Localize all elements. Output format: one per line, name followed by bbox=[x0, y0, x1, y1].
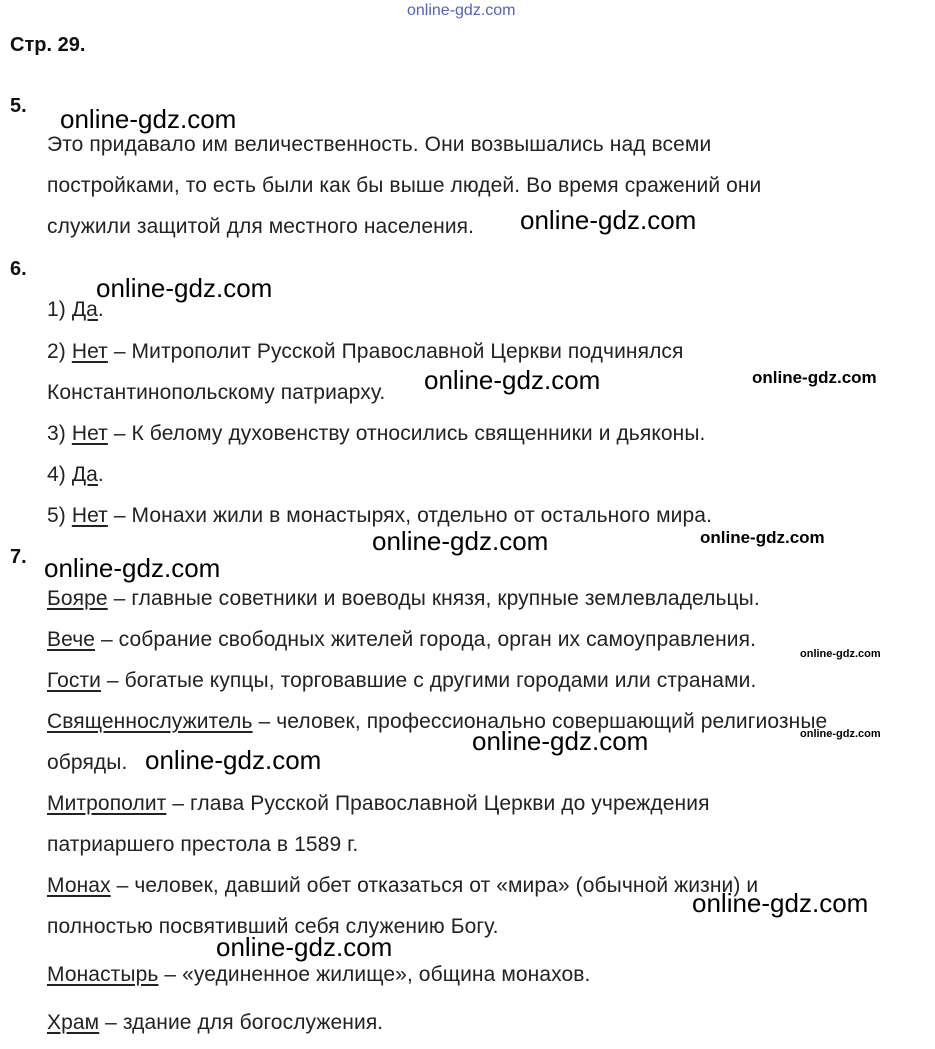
answer-rest: – Монахи жили в монастырях, отдельно от остального мира. bbox=[107, 504, 712, 527]
definition-text: – человек, давший обет отказаться от «мира» (обычной жизни) и bbox=[110, 874, 759, 897]
watermark: online-gdz.com bbox=[692, 888, 869, 918]
watermark: online-gdz.com bbox=[372, 526, 549, 556]
definition-text: – человек, профессионально совершающий религиозные bbox=[252, 710, 828, 733]
answer-term: Да bbox=[71, 298, 98, 321]
definition-item bbox=[47, 792, 710, 816]
text-line: полностью посвятивший себя служению Богу. bbox=[47, 915, 499, 938]
watermark: online-gdz.com bbox=[44, 553, 221, 583]
definition-term: Вече bbox=[47, 628, 96, 651]
answer-prefix: 3) bbox=[47, 422, 72, 445]
watermark-top: online-gdz.com bbox=[407, 2, 516, 19]
answer-rest: – Митрополит Русской Православной Церкви подчинялся bbox=[107, 340, 684, 363]
watermark: online-gdz.com bbox=[145, 745, 322, 775]
definition-text: – богатые купцы, торговавшие с другими городами или странами. bbox=[101, 669, 757, 692]
watermark: online-gdz.com bbox=[472, 726, 649, 756]
text-line: патриаршего престола в 1589 г. bbox=[47, 833, 359, 856]
answer-prefix: 1) bbox=[47, 298, 72, 321]
watermark: online-gdz.com bbox=[800, 648, 881, 660]
definition-item bbox=[47, 628, 756, 652]
watermark: online-gdz.com bbox=[520, 205, 697, 235]
watermark: online-gdz.com bbox=[752, 368, 877, 387]
definition-term: Священнослужитель bbox=[47, 710, 253, 733]
definition-item bbox=[47, 669, 756, 693]
answer-item bbox=[47, 422, 705, 446]
definition-term: Митрополит bbox=[47, 792, 167, 815]
definition-term: Храм bbox=[47, 1011, 100, 1034]
answer-prefix: 4) bbox=[47, 463, 72, 486]
answer-term: Нет bbox=[71, 340, 108, 363]
text-line: служили защитой для местного населения. bbox=[47, 215, 475, 238]
text-line: Константинопольскому патриарху. bbox=[47, 381, 386, 404]
answer-prefix: 5) bbox=[47, 504, 72, 527]
definition-text: – главные советники и воеводы князя, крупные землевладельцы. bbox=[107, 587, 760, 610]
definition-term: Монах bbox=[47, 874, 111, 897]
answer-rest: – К белому духовенству относились священники и дьяконы. bbox=[107, 422, 706, 445]
watermark: online-gdz.com bbox=[96, 273, 273, 303]
answer-term: Нет bbox=[71, 422, 108, 445]
watermark: online-gdz.com bbox=[60, 104, 237, 134]
definition-item bbox=[47, 874, 758, 898]
watermark: online-gdz.com bbox=[424, 365, 601, 395]
answer-item bbox=[47, 504, 712, 528]
answer-item bbox=[47, 463, 104, 487]
section-number-5: 5. bbox=[10, 95, 27, 117]
answer-term: Нет bbox=[71, 504, 108, 527]
section-number-7: 7. bbox=[10, 546, 27, 568]
text-line: Это придавало им величественность. Они возвышались над всеми bbox=[47, 133, 712, 156]
answer-rest: . bbox=[97, 463, 104, 486]
watermark: online-gdz.com bbox=[700, 528, 825, 547]
definition-item bbox=[47, 1011, 383, 1035]
section-number-6: 6. bbox=[10, 258, 27, 280]
definition-item bbox=[47, 587, 760, 611]
definition-term: Гости bbox=[47, 669, 101, 692]
definition-term: Монастырь bbox=[47, 963, 159, 986]
answer-item bbox=[47, 340, 684, 364]
watermark: online-gdz.com bbox=[800, 728, 881, 740]
definition-term: Бояре bbox=[47, 587, 108, 610]
answer-term: Да bbox=[71, 463, 98, 486]
definition-text: – здание для богослужения. bbox=[99, 1011, 384, 1034]
answer-prefix: 2) bbox=[47, 340, 72, 363]
text-line: обряды. bbox=[47, 751, 128, 774]
definition-item bbox=[47, 963, 590, 987]
definition-text: – собрание свободных жителей города, орган их самоуправления. bbox=[95, 628, 757, 651]
watermark: online-gdz.com bbox=[216, 932, 393, 962]
definition-item bbox=[47, 710, 827, 734]
definition-text: – глава Русской Православной Церкви до учреждения bbox=[166, 792, 710, 815]
text-line: постройками, то есть были как бы выше людей. Во время сражений они bbox=[47, 174, 762, 197]
definition-text: – «уединенное жилище», община монахов. bbox=[158, 963, 591, 986]
page-title: Стр. 29. bbox=[10, 34, 86, 56]
answer-rest: . bbox=[97, 298, 104, 321]
